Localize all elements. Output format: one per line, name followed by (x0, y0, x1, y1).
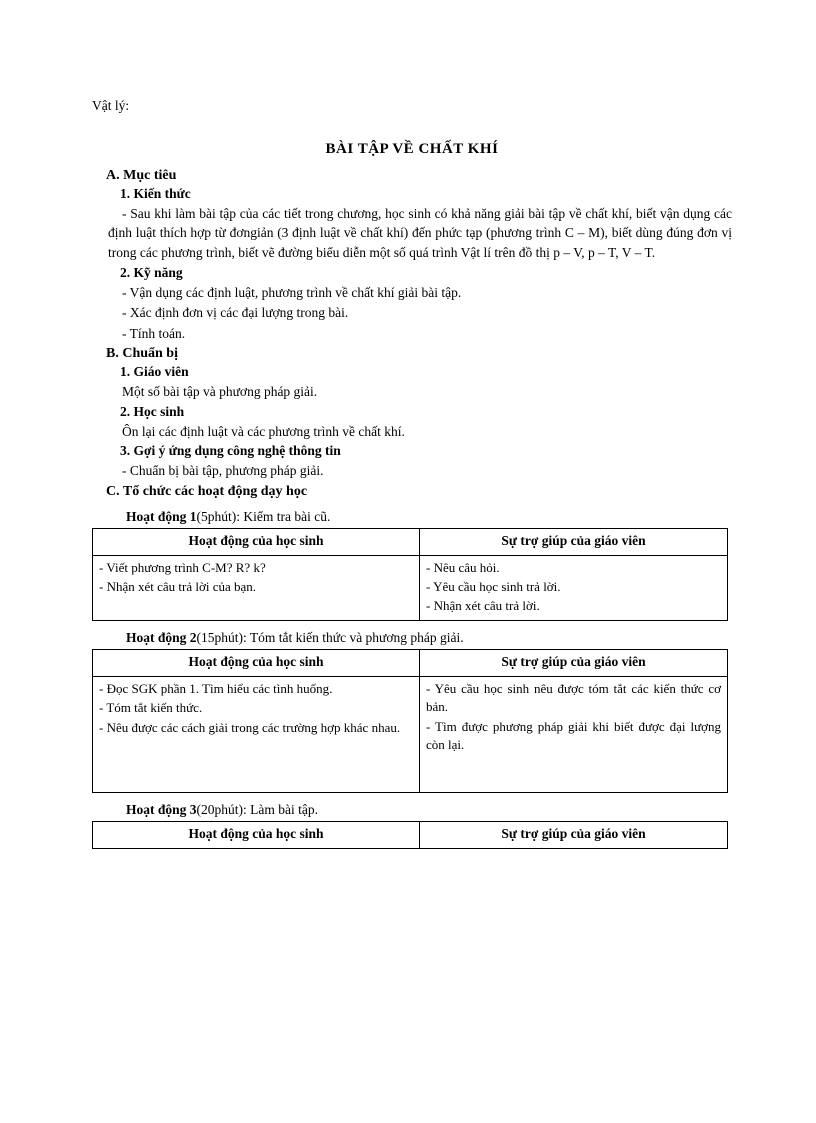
section-a2-bullet-1: - Vận dụng các định luật, phương trình về chất khí giải bài tập. (122, 284, 462, 300)
activity-3-name: : Làm bài tập. (243, 802, 318, 818)
list-item: - Yêu cầu học sinh nêu được tóm tắt các kiến thức cơ bản. (426, 681, 721, 715)
activity-2-name: : Tóm tắt kiến thức và phương pháp giải. (243, 630, 464, 646)
table-row (93, 555, 728, 621)
section-b-heading: B. Chuẩn bị (106, 346, 178, 362)
table-row (93, 677, 728, 793)
list-item: - Viết phương trình C-M? R? k? (99, 559, 266, 575)
activity-2-col1-header: Hoạt động của học sinh (93, 650, 420, 677)
activity-1-col2-header: Sự trợ giúp của giáo viên (420, 528, 728, 555)
activity-2-col1-cell (93, 677, 420, 793)
list-item: - Đọc SGK phần 1. Tìm hiểu các tình huống. (99, 681, 333, 697)
document-title: BÀI TẬP VỀ CHẤT KHÍ (325, 140, 499, 157)
activity-2-duration: (15phút) (196, 630, 244, 646)
activity-3-table (92, 821, 728, 849)
section-b3-heading: 3. Gợi ý ứng dụng công nghệ thông tin (120, 443, 341, 459)
section-a1-heading: 1. Kiến thức (120, 185, 191, 201)
section-c-heading: C. Tổ chức các hoạt động dạy học (106, 483, 308, 499)
list-item: - Tóm tắt kiến thức. (99, 700, 203, 716)
section-b2-text: Ôn lại các định luật và các phương trình về chất khí. (122, 423, 405, 439)
list-item: - Tìm được phương pháp giải khi biết được đại lượng còn lại. (426, 718, 721, 752)
subject-line: Vật lý: (92, 98, 130, 113)
activity-1-col1-header: Hoạt động của học sinh (93, 528, 420, 555)
activity-2-caption (126, 630, 732, 646)
section-a-heading: A. Mục tiêu (106, 167, 177, 183)
list-item: - Yêu cầu học sinh trả lời. (426, 579, 561, 595)
list-item: - Nêu câu hỏi. (426, 559, 500, 575)
section-b2-heading: 2. Học sinh (120, 403, 185, 419)
table-header-row (93, 822, 728, 849)
activity-1-duration: (5phút) (196, 508, 237, 524)
section-b1-text: Một số bài tập và phương pháp giải. (122, 384, 318, 400)
activity-2-col2-cell (420, 677, 728, 793)
activity-1-caption (126, 509, 732, 525)
list-item: - Nhận xét câu trả lời. (426, 598, 540, 614)
activity-1-name: : Kiểm tra bài cũ. (236, 508, 331, 524)
table-header-row (93, 650, 728, 677)
section-b3-text: - Chuẩn bị bài tập, phương pháp giải. (122, 463, 324, 479)
activity-3-label: Hoạt động 3 (126, 802, 197, 818)
activity-3-col1-header: Hoạt động của học sinh (93, 822, 420, 849)
activity-2-col2-header: Sự trợ giúp của giáo viên (420, 650, 728, 677)
activity-3-col2-header: Sự trợ giúp của giáo viên (420, 822, 728, 849)
table-header-row (93, 528, 728, 555)
section-a1-text: - Sau khi làm bài tập của các tiết trong chương, học sinh có khả năng giải bài tập về chất khí, biết vận dụng các định luật thích hợp từ đơngiản (3 định luật về chất khí) đến phức tạp (phương trình C – M), biết dùng đúng đơn vị trong các phương trình, biết vẽ đường biểu diễn một số quá trình Vật lí trên đồ thị p – V, p – T, V – T. (108, 205, 732, 260)
list-item: - Nêu được các cách giải trong các trường hợp khác nhau. (99, 719, 401, 735)
section-a2-bullet-2: - Xác định đơn vị các đại lượng trong bài. (122, 305, 349, 321)
activity-1-label: Hoạt động 1 (126, 508, 197, 524)
activity-1-table (92, 528, 728, 621)
section-b1-heading: 1. Giáo viên (120, 364, 189, 380)
list-item: - Nhận xét câu trả lời của bạn. (99, 579, 257, 595)
section-a2-bullet-3: - Tính toán. (122, 325, 186, 341)
activity-2-label: Hoạt động 2 (126, 630, 197, 646)
document-body (92, 98, 732, 849)
activity-1-col2-cell (420, 555, 728, 621)
activity-2-table (92, 649, 728, 793)
activity-3-duration: (20phút) (196, 802, 244, 818)
activity-1-col1-cell (93, 555, 420, 621)
section-a2-heading: 2. Kỹ năng (120, 264, 183, 280)
activity-3-caption (126, 802, 732, 818)
